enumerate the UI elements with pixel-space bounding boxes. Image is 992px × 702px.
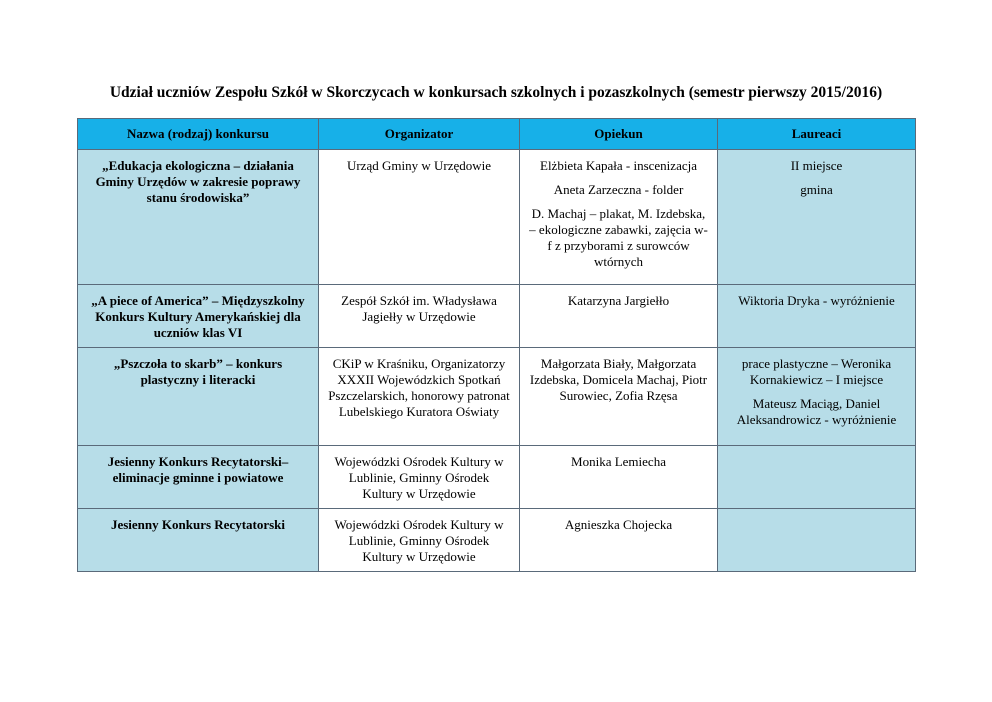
document-title: Udział uczniów Zespołu Szkół w Skorczycach w konkursach szkolnych i pozaszkolnych (semestr pierwszy 2015/2016)	[109, 84, 883, 101]
supervisor-cell	[520, 285, 718, 348]
contest-name-cell: „Edukacja ekologiczna – działania Gminy Urzędów w zakresie poprawy stanu środowiska”	[78, 150, 319, 285]
winner-line: II miejsce	[790, 158, 843, 173]
supervisor-line: Agnieszka Chojecka	[564, 517, 673, 532]
header-contest-name: Nazwa (rodzaj) konkursu	[78, 119, 319, 150]
supervisor-line: Elżbieta Kapała - inscenizacja	[540, 158, 697, 173]
supervisor-line: Monika Lemiecha	[571, 454, 666, 469]
winners-cell	[718, 446, 916, 509]
supervisor-line: D. Machaj – plakat, M. Izdebska, – ekologiczne zabawki, zajęcia w-f z przyborami z surowców wtórnych	[529, 206, 708, 269]
supervisor-cell	[520, 446, 718, 509]
contest-name-cell: „A piece of America” – Międzyszkolny Konkurs Kultury Amerykańskiej dla uczniów klas VI	[78, 285, 319, 348]
table-row	[78, 348, 916, 446]
supervisor-line: Katarzyna Jargiełło	[567, 293, 670, 308]
contest-name-cell: „Pszczoła to skarb” – konkurs plastyczny i literacki	[78, 348, 319, 446]
winner-line: Mateusz Maciąg, Daniel Aleksandrowicz - wyróżnienie	[736, 396, 897, 427]
table-row	[78, 150, 916, 285]
supervisor-line: Aneta Zarzeczna - folder	[553, 182, 684, 197]
table-row	[78, 446, 916, 509]
organizer-cell: Wojewódzki Ośrodek Kultury w Lublinie, Gminny Ośrodek Kultury w Urzędowie	[319, 509, 520, 572]
supervisor-line: Małgorzata Biały, Małgorzata Izdebska, Domicela Machaj, Piotr Surowiec, Zofia Rzęsa	[529, 356, 708, 403]
winners-cell	[718, 348, 916, 446]
table-row	[78, 285, 916, 348]
supervisor-cell	[520, 509, 718, 572]
contest-name-cell: Jesienny Konkurs Recytatorski	[78, 509, 319, 572]
organizer-cell: CKiP w Kraśniku, Organizatorzy XXXII Wojewódzkich Spotkań Pszczelarskich, honorowy patronat Lubelskiego Kuratora Oświaty	[319, 348, 520, 446]
organizer-cell: Wojewódzki Ośrodek Kultury w Lublinie, Gminny Ośrodek Kultury w Urzędowie	[319, 446, 520, 509]
winner-line: Wiktoria Dryka - wyróżnienie	[738, 293, 895, 308]
organizer-cell: Zespół Szkół im. Władysława Jagiełły w Urzędowie	[319, 285, 520, 348]
winner-line: prace plastyczne – Weronika Kornakiewicz – I miejsce	[741, 356, 892, 387]
header-supervisor: Opiekun	[520, 119, 718, 150]
header-winners: Laureaci	[718, 119, 916, 150]
supervisor-cell	[520, 150, 718, 285]
table-header-row	[78, 119, 916, 150]
contest-name-cell: Jesienny Konkurs Recytatorski– eliminacje gminne i powiatowe	[78, 446, 319, 509]
contests-table	[77, 118, 916, 572]
winners-cell	[718, 509, 916, 572]
organizer-cell: Urząd Gminy w Urzędowie	[319, 150, 520, 285]
supervisor-cell	[520, 348, 718, 446]
winner-line: gmina	[800, 182, 833, 197]
winners-cell	[718, 150, 916, 285]
table-row	[78, 509, 916, 572]
winners-cell	[718, 285, 916, 348]
header-organizer: Organizator	[319, 119, 520, 150]
